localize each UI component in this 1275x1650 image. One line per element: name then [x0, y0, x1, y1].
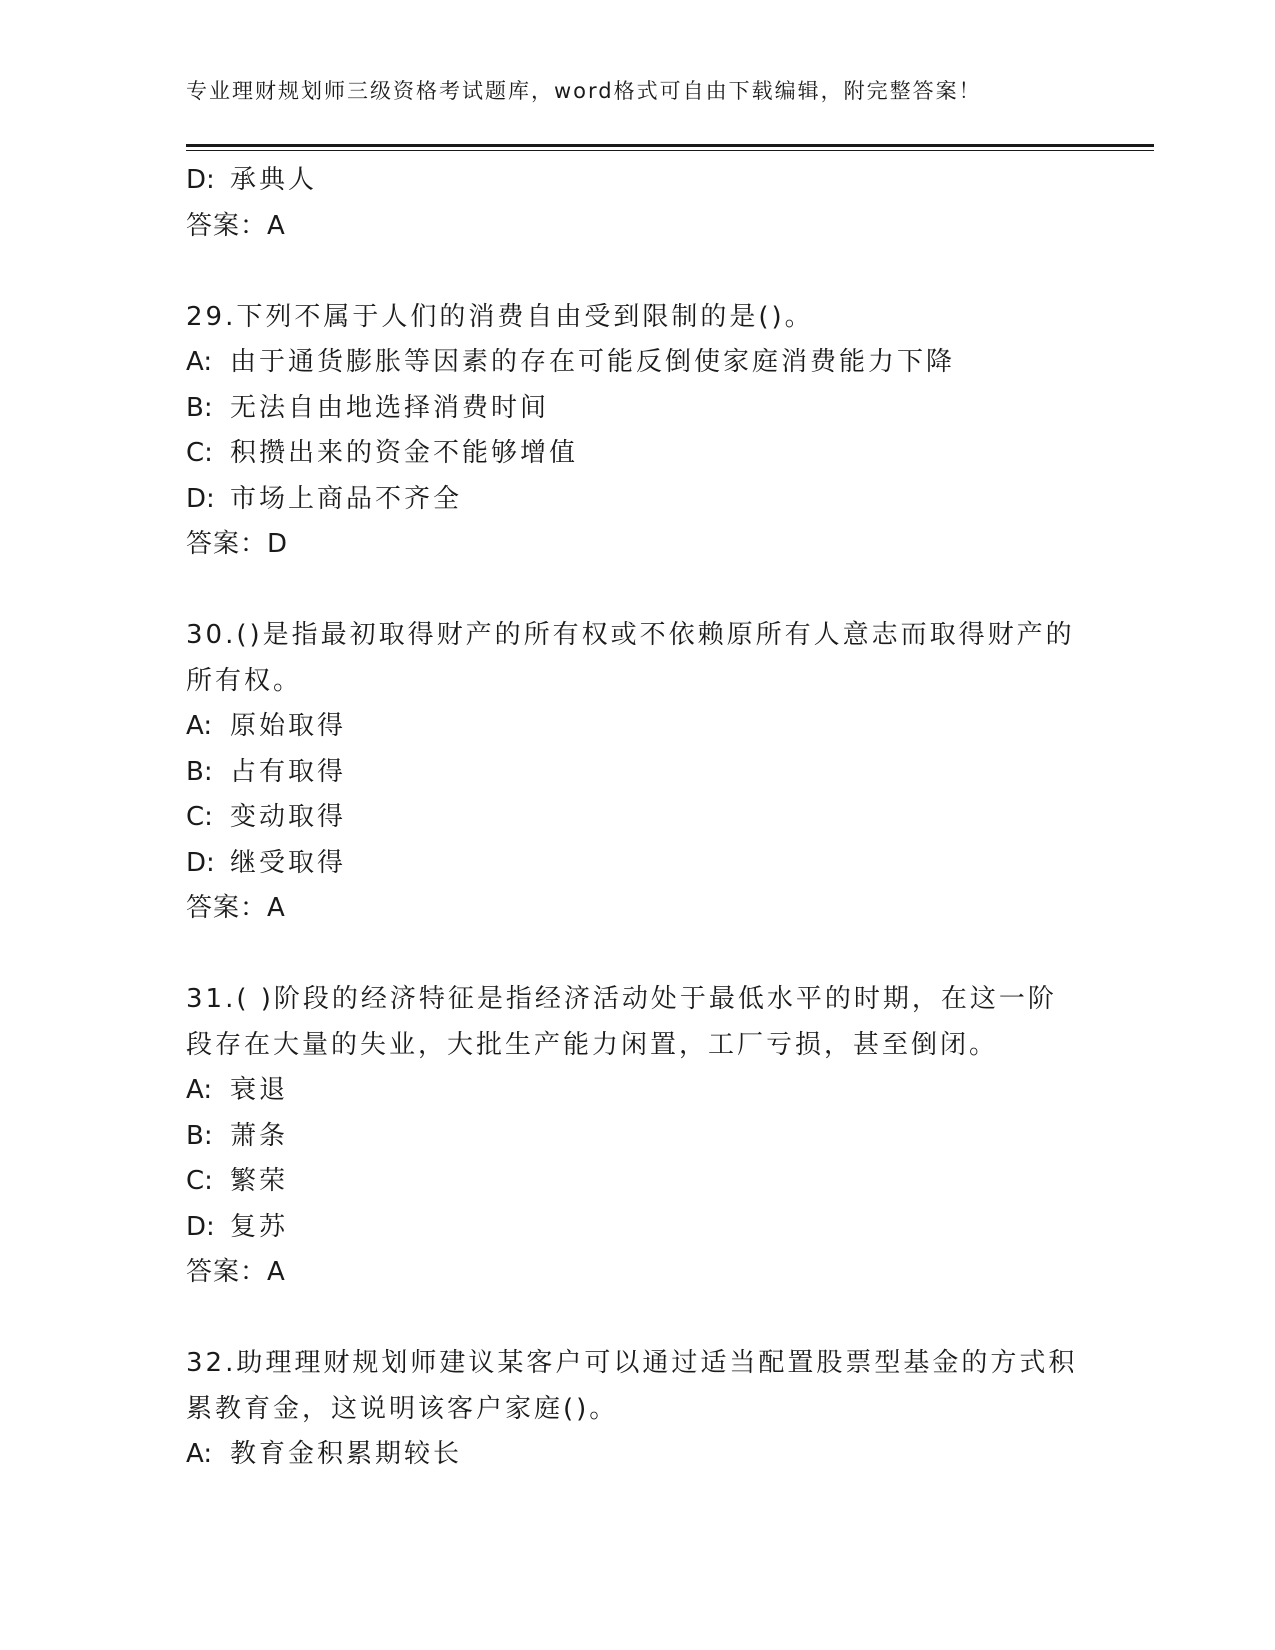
option-text: 衰退 [230, 1075, 289, 1105]
question-32-stem-cont: 累教育金，这说明该客户家庭()。 [186, 1393, 619, 1424]
option-text: 积攒出来的资金不能够增值 [230, 438, 579, 468]
option-text: 由于通货膨胀等因素的存在可能反倒使家庭消费能力下降 [230, 347, 956, 377]
spacer [186, 568, 1106, 614]
answer-label: 答案： [186, 210, 268, 241]
option-letter: A: [186, 347, 213, 377]
answer-value: A [267, 210, 285, 241]
option-a [186, 704, 1106, 750]
answer-value: A [267, 893, 285, 923]
answer-line [186, 204, 1106, 250]
option-c [186, 431, 1106, 477]
option-letter: B: [186, 392, 213, 423]
option-text: 复苏 [230, 1211, 289, 1242]
answer-line [186, 886, 1106, 932]
question-31-stem-cont: 段存在大量的失业，大批生产能力闲置，工厂亏损，甚至倒闭。 [186, 1029, 999, 1060]
question-30-stem: 30.()是指最初取得财产的所有权或不依赖原所有人意志而取得财产的 [186, 620, 1075, 650]
option-b [186, 1114, 1106, 1160]
answer-label: 答案： [186, 529, 268, 559]
answer-line [186, 522, 1106, 568]
option-letter: D: [186, 165, 215, 195]
option-text: 繁荣 [230, 1166, 289, 1196]
option-a [186, 1432, 1106, 1478]
spacer [186, 932, 1106, 978]
answer-line [186, 1250, 1106, 1296]
answer-value: A [267, 1257, 285, 1287]
answer-label: 答案： [186, 1257, 268, 1287]
option-letter: C: [186, 802, 213, 832]
question-32-stem: 32.助理理财规划师建议某客户可以通过适当配置股票型基金的方式积 [186, 1348, 1078, 1378]
option-a [186, 340, 1106, 386]
option-letter: D: [186, 847, 215, 878]
option-text: 萧条 [230, 1120, 289, 1151]
option-d [186, 477, 1106, 523]
option-a [186, 1068, 1106, 1114]
option-letter: C: [186, 438, 213, 468]
option-letter: A: [186, 711, 213, 741]
option-letter: C: [186, 1166, 213, 1196]
option-letter: B: [186, 756, 213, 787]
option-letter: D: [186, 1211, 215, 1242]
option-letter: B: [186, 1120, 213, 1151]
option-text: 继受取得 [230, 847, 347, 878]
question-29-stem: 29.下列不属于人们的消费自由受到限制的是()。 [186, 301, 814, 332]
option-letter: A: [186, 1075, 213, 1105]
option-text: 市场上商品不齐全 [230, 483, 463, 514]
header-divider-thick [186, 144, 1154, 147]
question-31-stem: 31.( )阶段的经济特征是指经济活动处于最低水平的时期，在这一阶 [186, 984, 1057, 1014]
option-text: 变动取得 [230, 802, 347, 832]
option-d [186, 1205, 1106, 1251]
option-d [186, 158, 1106, 204]
option-text: 教育金积累期较长 [230, 1439, 463, 1469]
option-text: 无法自由地选择消费时间 [230, 392, 550, 423]
option-c [186, 795, 1106, 841]
option-text: 原始取得 [230, 711, 347, 741]
option-b [186, 750, 1106, 796]
spacer [186, 1296, 1106, 1342]
answer-value: D [267, 529, 288, 559]
spacer [186, 249, 1106, 295]
option-b [186, 386, 1106, 432]
header-divider-thin [186, 150, 1154, 151]
question-30-stem-cont: 所有权。 [186, 665, 303, 696]
page-header: 专业理财规划师三级资格考试题库，word格式可自由下载编辑，附完整答案！ [186, 79, 982, 103]
option-letter: A: [186, 1439, 213, 1469]
option-letter: D: [186, 483, 215, 514]
option-d [186, 841, 1106, 887]
option-c [186, 1159, 1106, 1205]
question-list [186, 158, 1106, 1478]
option-text: 占有取得 [230, 756, 347, 787]
option-text: 承典人 [230, 165, 318, 195]
answer-label: 答案： [186, 893, 268, 923]
